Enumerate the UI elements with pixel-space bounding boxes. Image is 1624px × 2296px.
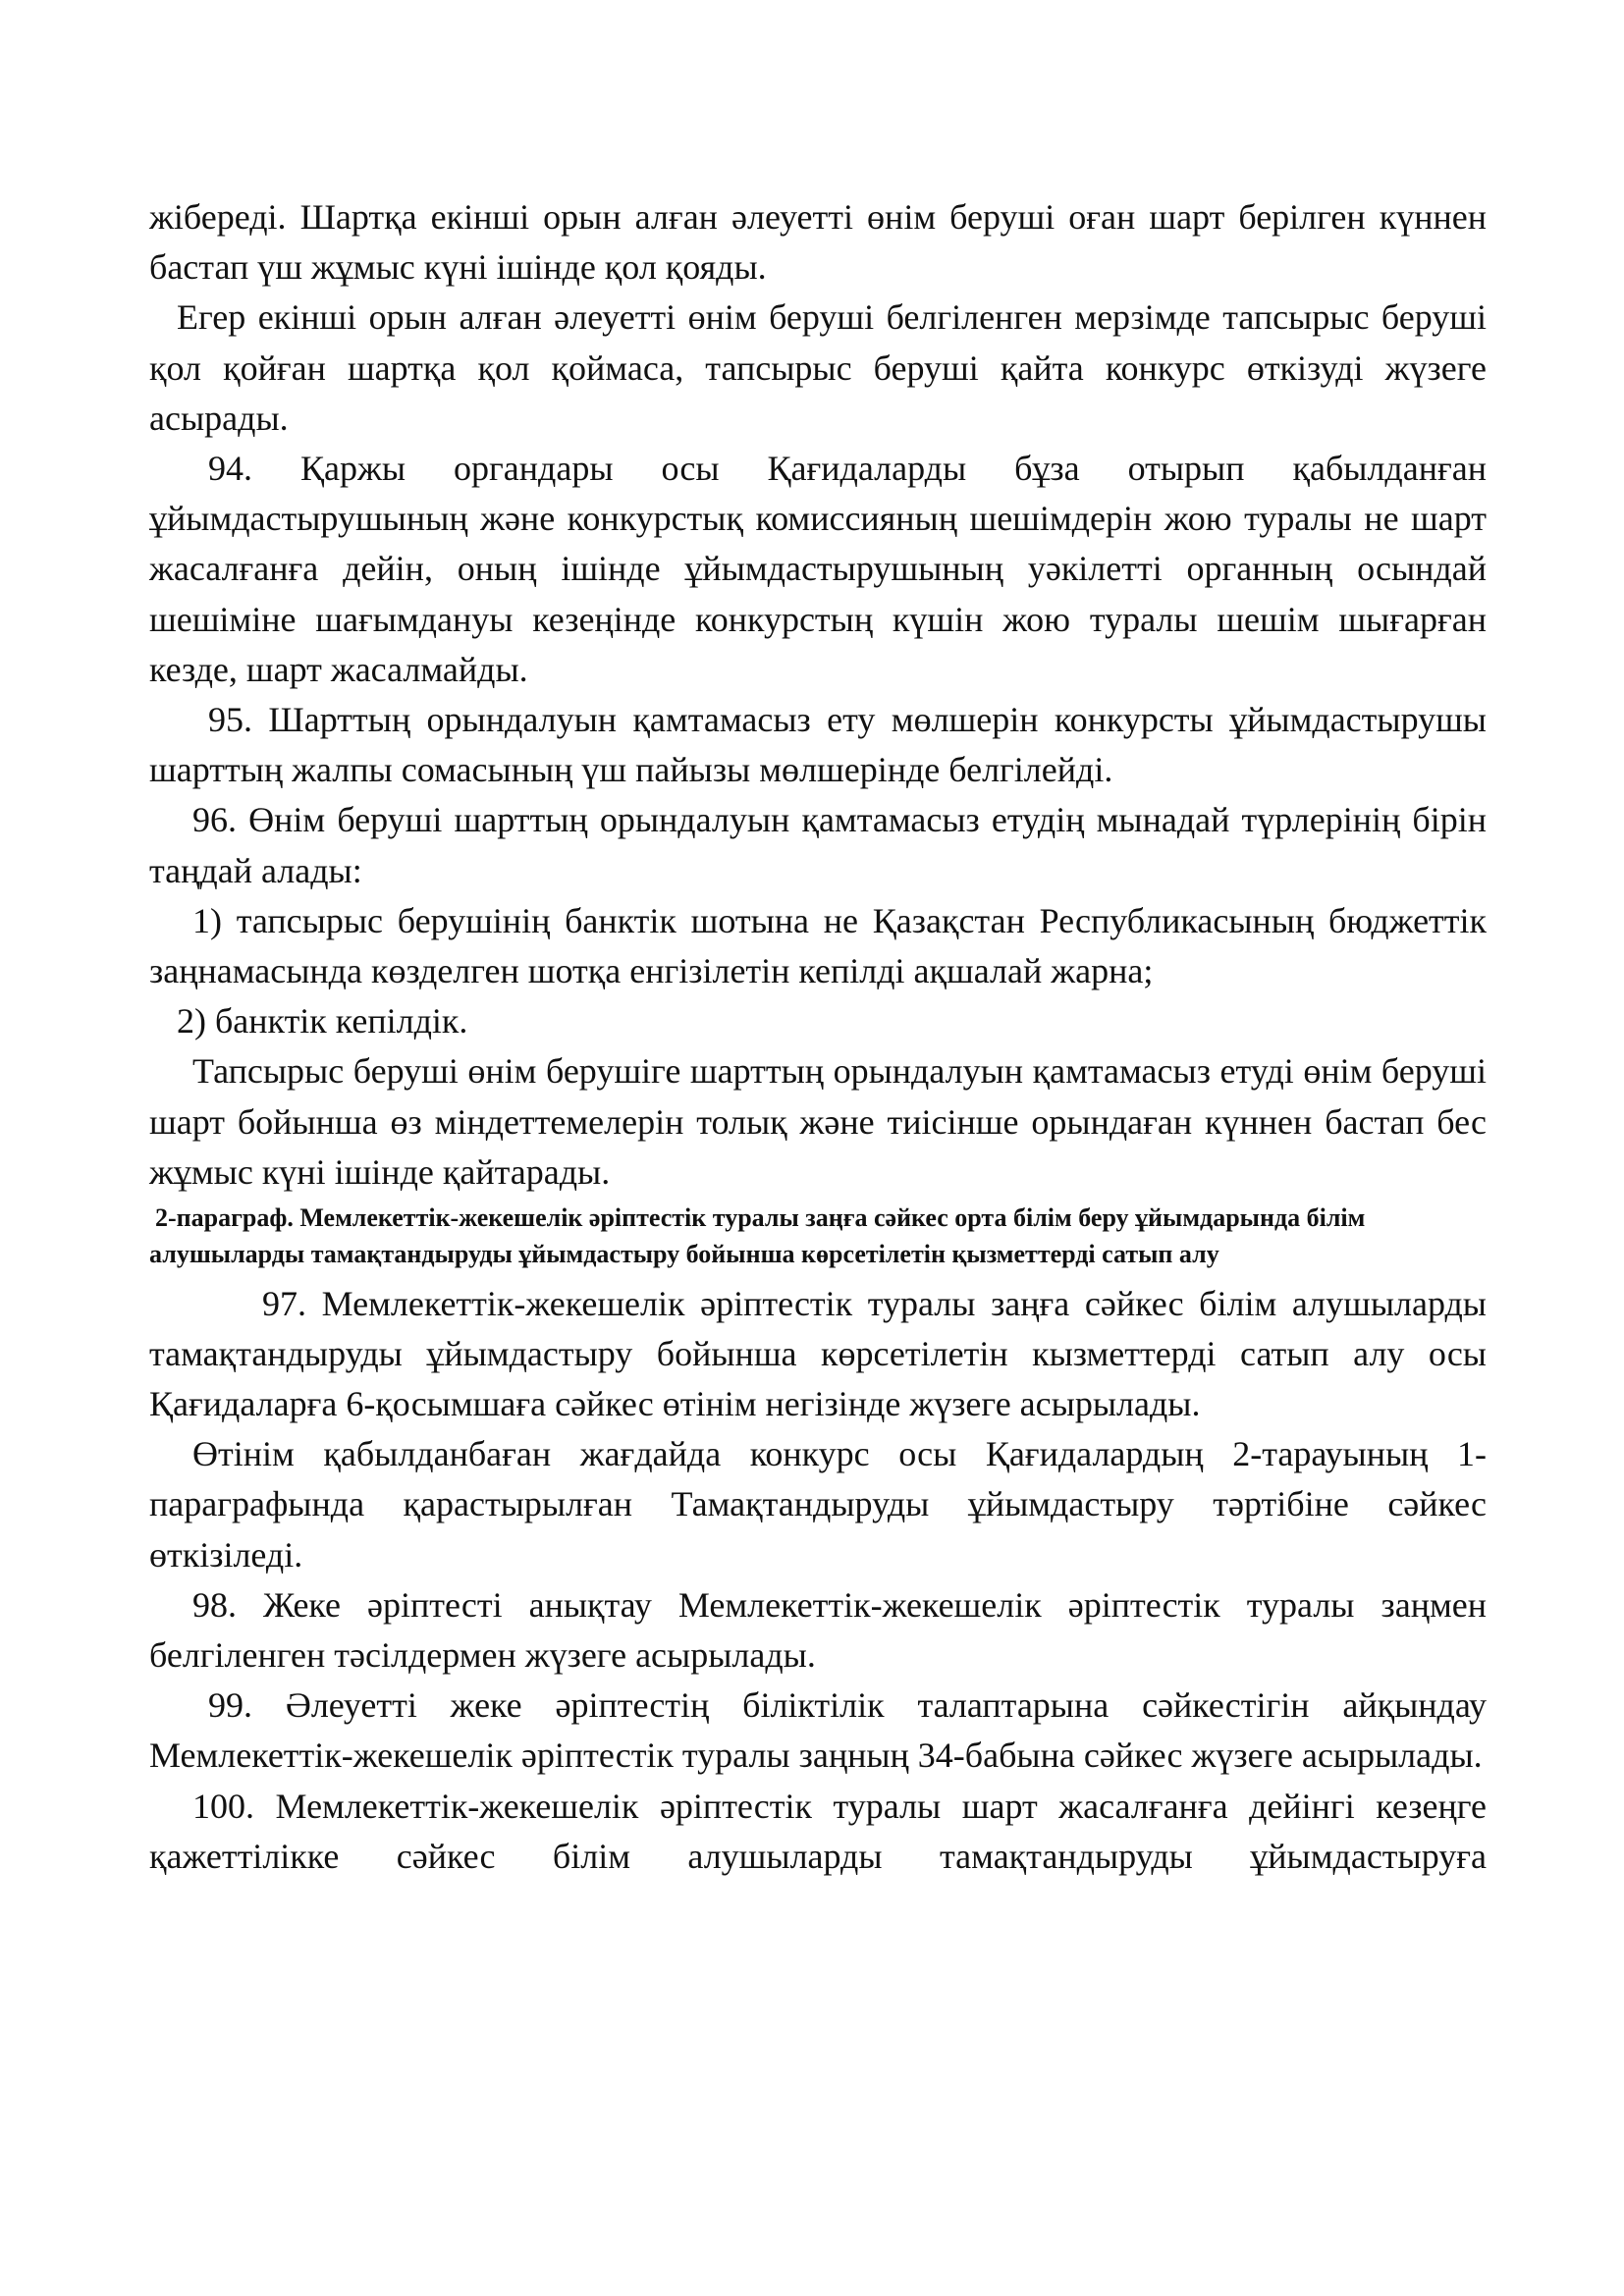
paragraph-97: 97. Мемлекеттік-жекешелік әріптестік туралы заңға сәйкес білім алушыларды тамақтандыруды ұйымдастыру бойынша көрсетілетін кызметтерді сатып алу осы Қағидаларға 6-қосымшаға сәйкес өтінім негізінде жүзеге асырылады. bbox=[149, 1283, 1487, 1424]
paragraph-application-rejected: Өтінім қабылданбаған жағдайда конкурс осы Қағидалардың 2-тарауының 1-параграфында қарастырылған Тамақтандыруды ұйымдастыру тәртібіне сәйкес өткізіледі. bbox=[149, 1434, 1487, 1575]
list-item-2: 2) банктік кепілдік. bbox=[177, 1001, 468, 1041]
paragraph-return-guarantee: Тапсырыс беруші өнім берушіге шарттың орындалуын қамтамасыз етуді өнім беруші шарт бойынша өз міндеттемелерін толық және тиісінше орындаған күннен бастап бес жұмыс күні ішінде қайтарады. bbox=[149, 1051, 1487, 1192]
document-page bbox=[149, 192, 1487, 1882]
list-item-1: 1) тапсырыс берушінің банктік шотына не Қазақстан Республикасының бюджеттік заңнамасында көзделген шотқа енгізілетін кепілді ақшалай жарна; bbox=[149, 900, 1487, 991]
paragraph-100: 100. Мемлекеттік-жекешелік әріптестік туралы шарт жасалғанға дейінгі кезеңге қажеттілікке сәйкес білім алушыларды тамақтандыруды ұйымдастыруға bbox=[149, 1786, 1487, 1876]
paragraph-94: 94. Қаржы органдары осы Қағидаларды бұза отырып қабылданған ұйымдастырушының және конкурстық комиссияның шешімдерін жою туралы не шарт жасалғанға дейін, оның ішінде ұйымдастырушының уәкілетті органның осындай шешіміне шағымдануы кезеңінде конкурстың күшін жою туралы шешім шығарған кезде, шарт жасалмайды. bbox=[149, 449, 1487, 689]
paragraph-95: 95. Шарттың орындалуын қамтамасыз ету мөлшерін конкурсты ұйымдастырушы шарттың жалпы сомасының үш пайызы мөлшерінде белгілейді. bbox=[149, 700, 1487, 790]
paragraph-second-place-supplier: Егер екінші орын алған әлеуетті өнім беруші белгіленген мерзімде тапсырыс беруші қол қойған шартқа қол қоймаса, тапсырыс беруші қайта конкурс өткізуді жүзеге асырады. bbox=[149, 297, 1487, 438]
paragraph-99: 99. Әлеуетті жеке әріптестің біліктілік талаптарына сәйкестігін айқындау Мемлекеттік-жекешелік әріптестік туралы заңның 34-бабына сәйкес жүзеге асырылады. bbox=[149, 1685, 1487, 1776]
section-heading-paragraph-2: 2-параграф. Мемлекеттік-жекешелік әріптестік туралы заңға сәйкес орта білім беру ұйымдарында білім алушыларды тамақтандыруды ұйымдастыру бойынша көрсетілетін қызметтерді сатып алу bbox=[149, 1203, 1366, 1269]
paragraph-98: 98. Жеке әріптесті анықтау Мемлекеттік-жекешелік әріптестік туралы заңмен белгіленген тәсілдермен жүзеге асырылады. bbox=[149, 1584, 1487, 1676]
paragraph-continuation: жібереді. Шартқа екінші орын алған әлеуетті өнім беруші оған шарт берілген күннен бастап үш жұмыс күні ішінде қол қояды. bbox=[149, 197, 1487, 288]
paragraph-96: 96. Өнім беруші шарттың орындалуын қамтамасыз етудің мынадай түрлерінің бірін таңдай алады: bbox=[149, 800, 1487, 890]
